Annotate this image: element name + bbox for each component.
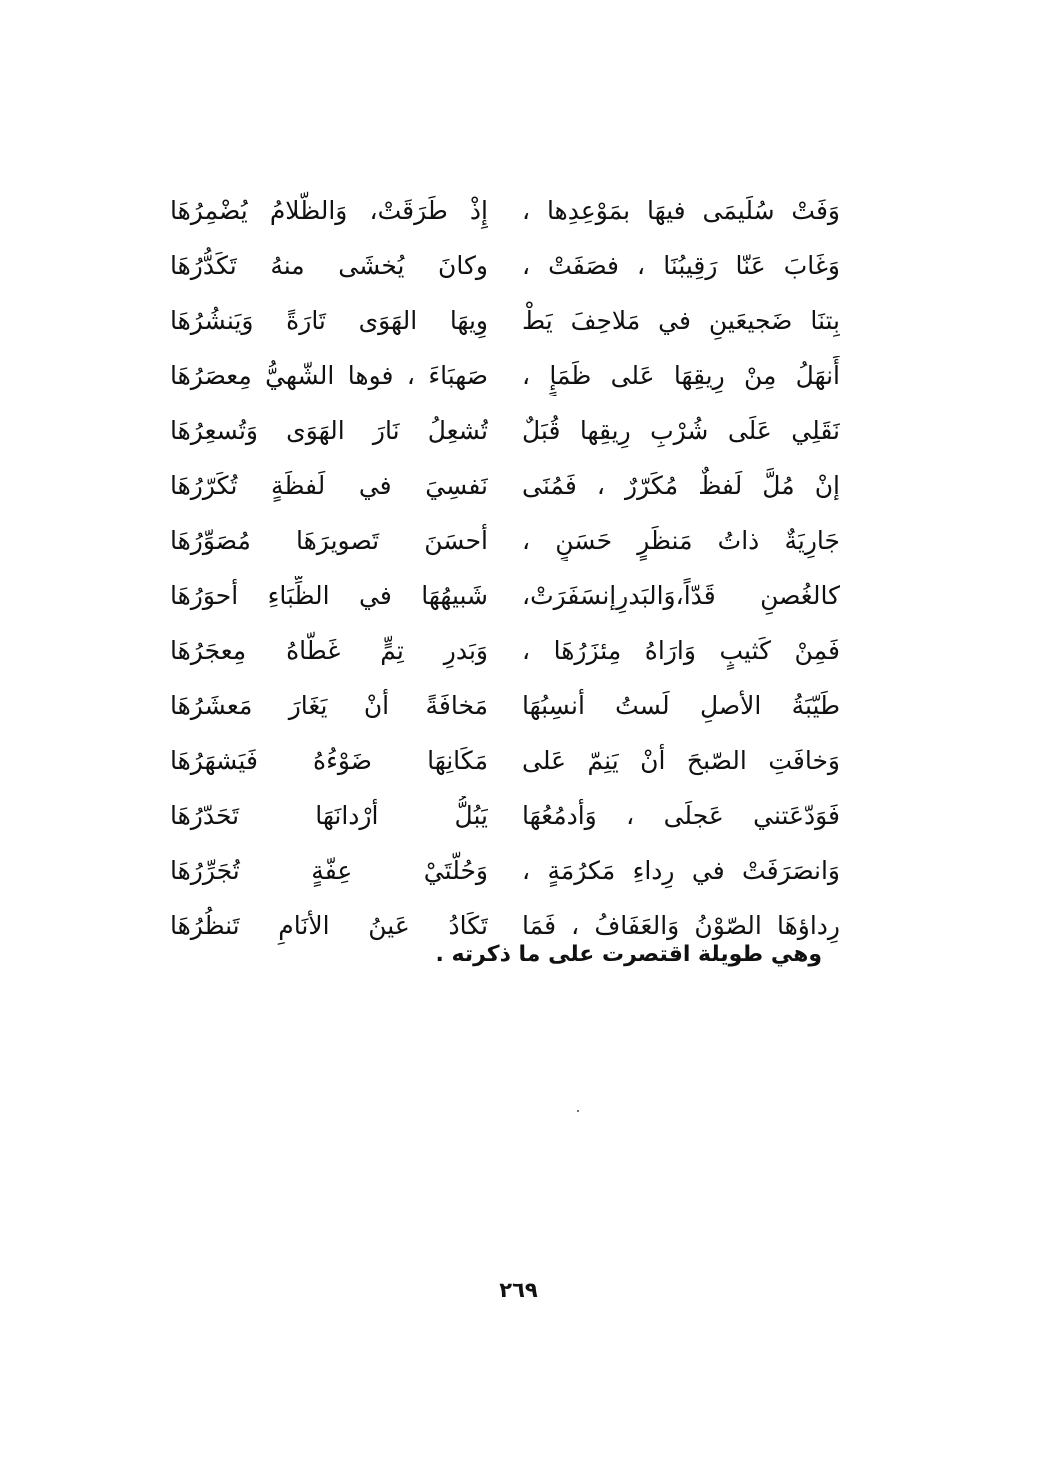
first-hemistich: وَفَتْ سُلَيمَى فيهَا بمَوْعِدِها ،: [522, 195, 840, 225]
first-hemistich: فَوَدّعَتني عَجلَى ، وَأدمُعُهَا: [522, 800, 840, 830]
verse-line: [170, 458, 840, 513]
second-hemistich: شَبيهُهَا في الظِّبَاءِ أحوَرُهَا: [170, 580, 488, 610]
first-hemistich: وَخافَتِ الصّبحَ أنْ يَنِمّ عَلى: [522, 745, 840, 775]
second-hemistich: وَبَدرِ تِمٍّ غَطّاهُ مِعجَرُهَا: [170, 635, 488, 665]
second-hemistich: أحسَنَ تَصويرَهَا مُصَوِّرُهَا: [170, 525, 488, 555]
first-hemistich: كالغُصنِ قَدّاً،وَالبَدرِإنسَفَرَتْ،: [522, 580, 840, 610]
verse-line: [170, 623, 840, 678]
second-hemistich: نَفسِيَ في لَفظَةٍ تُكَرّرُهَا: [170, 470, 488, 500]
first-hemistich: بِتنَا ضَجيعَينِ في مَلاحِفَ يَطْ: [522, 305, 840, 335]
verse-line: [170, 843, 840, 898]
page-number: ٢٦٩: [499, 1278, 538, 1302]
second-hemistich: تَكَادُ عَينُ الأنَامِ تَنظُرُهَا: [170, 910, 488, 940]
first-hemistich: وَانصَرَفَتْ في رِداءِ مَكرُمَةٍ ،: [522, 855, 840, 885]
second-hemistich: وِيهَا الهَوَى تَارَةً وَيَنشُرُهَا: [170, 305, 488, 335]
second-hemistich: مَكَانِهَا ضَوْءُهُ فَيَشهَرُهَا: [170, 745, 488, 775]
first-hemistich: نَقَلِي عَلَى شُرْبِ رِيقِها قُبَلٌ: [522, 415, 840, 445]
closing-note: وهي طويلة اقتصرت على ما ذكرته .: [435, 942, 822, 967]
second-hemistich: مَخافَةً أنْ يَغَارَ مَعشَرُهَا: [170, 690, 488, 720]
first-hemistich: وَغَابَ عَنّا رَقِيبُنَا ، فصَفَتْ ،: [522, 250, 840, 280]
second-hemistich: تُشعِلُ نَارَ الهَوَى وَتُسعِرُهَا: [170, 415, 488, 445]
second-hemistich: يَبُلُّ أرْدانَهَا تَحَدّرُهَا: [170, 800, 488, 830]
verse-line: [170, 513, 840, 568]
verse-line: [170, 183, 840, 238]
first-hemistich: أَنهَلُ مِنْ رِيقِهَا عَلى ظَمَإٍ ،: [522, 360, 840, 390]
verse-line: [170, 733, 840, 788]
first-hemistich: رِداؤهَا الصّوْنُ وَالعَفَافُ ، فَمَا: [522, 910, 840, 940]
first-hemistich: إنْ مُلَّ لَفظٌ مُكَرّرٌ ، فَمُنَى: [522, 470, 840, 500]
verse-line: [170, 293, 840, 348]
poem: [170, 183, 840, 953]
verse-line: [170, 678, 840, 733]
first-hemistich: جَارِيَةٌ ذاتُ مَنظَرٍ حَسَنٍ ،: [522, 525, 840, 555]
print-speck: [577, 1110, 579, 1112]
first-hemistich: فَمِنْ كَثيبٍ وَارَاهُ مِئزَرُهَا ،: [522, 635, 840, 665]
verse-line: [170, 568, 840, 623]
second-hemistich: صَهبَاءَ ، فوها الشّهيُّ مِعصَرُهَا: [170, 360, 488, 390]
second-hemistich: إِذْ طَرَقَتْ، وَالظّلامُ يُضْمِرُهَا: [170, 195, 488, 225]
second-hemistich: وكانَ يُخشَى منهُ تَكَدُّرُهَا: [170, 250, 488, 280]
verse-line: [170, 788, 840, 843]
verse-line: [170, 238, 840, 293]
first-hemistich: طَيّبَةُ الأصلِ لَستُ أنسِبُهَا: [522, 690, 840, 720]
verse-line: [170, 403, 840, 458]
verse-line: [170, 348, 840, 403]
second-hemistich: وَحُلّتَيْ عِفّةٍ تُجَرِّرُهَا: [170, 855, 488, 885]
